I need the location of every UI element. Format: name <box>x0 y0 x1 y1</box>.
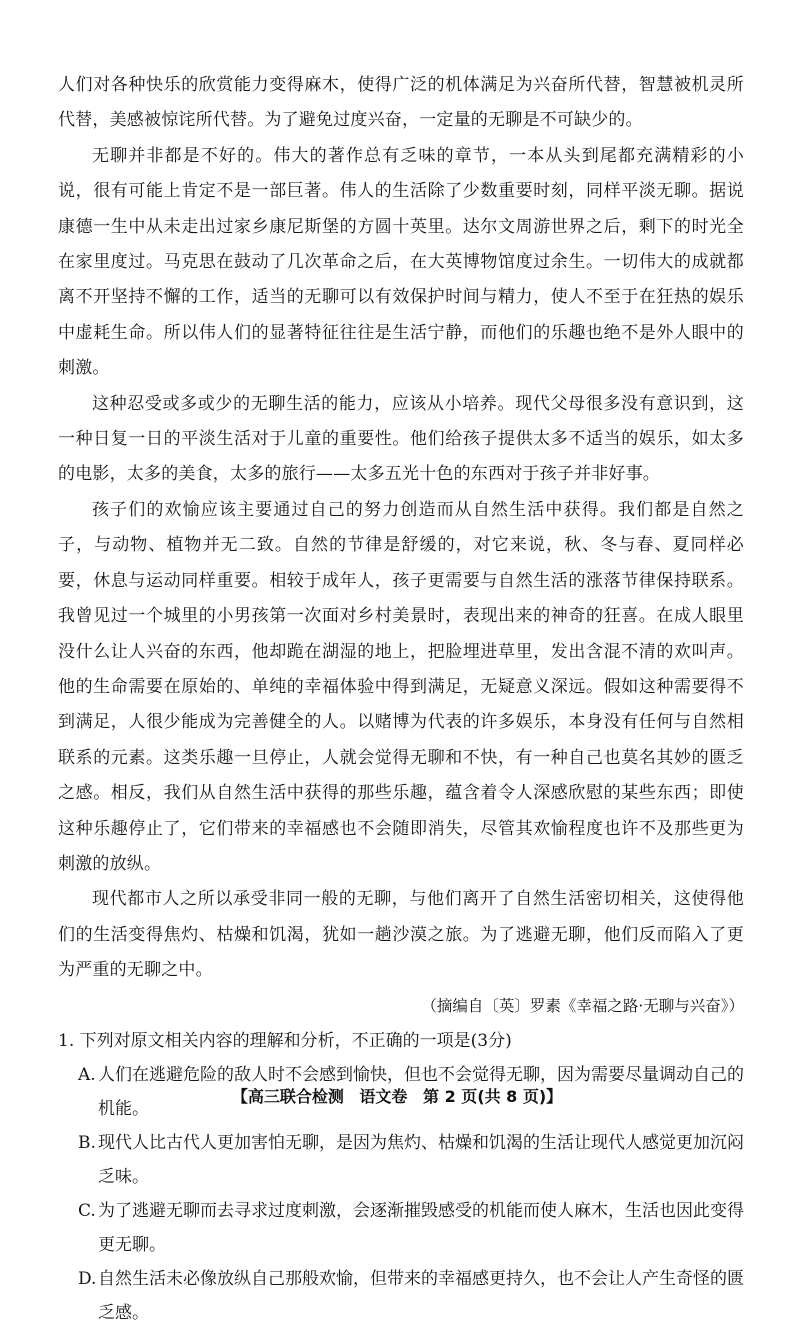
article-source: （摘编自〔英〕罗素《幸福之路·无聊与兴奋》） <box>421 996 744 1015</box>
option-letter: B. <box>78 1132 96 1153</box>
option-b <box>78 1126 744 1194</box>
option-text: 为了逃避无聊而去寻求过度刺激，会逐渐摧毁感受的机能而使人麻木，生活也因此变得更无聊。 <box>98 1200 744 1255</box>
option-text: 人们在逃避危险的敌人时不会感到愉快，但也不会觉得无聊，因为需要尽量调动自己的机能。 <box>98 1064 744 1119</box>
article-paragraph: 这种忍受或多或少的无聊生活的能力，应该从小培养。现代父母很多没有意识到，这一种日复一日的平淡生活对于儿童的重要性。他们给孩子提供太多不适当的娱乐，如太多的电影，太多的美食，太多的旅行——太多五光十色的东西对于孩子并非好事。 <box>58 393 744 485</box>
article-paragraph: 无聊并非都是不好的。伟大的著作总有乏味的章节，一本从头到尾都充满精彩的小说，很有可能上肯定不是一部巨著。伟人的生活除了少数重要时刻，同样平淡无聊。据说康德一生中从未走出过家乡康尼斯堡的方圆十英里。达尔文周游世界之后，剩下的时光全在家里度过。马克思在鼓动了几次革命之后，在大英博物馆度过余生。一切伟大的成就都离不开坚持不懈的工作，适当的无聊可以有效保护时间与精力，使人不至于在狂热的娱乐中虚耗生命。所以伟人们的显著特征往往是生活宁静，而他们的乐趣也绝不是外人眼中的刺激。 <box>58 145 744 379</box>
option-text: 现代人比古代人更加害怕无聊，是因为焦灼、枯燥和饥渴的生活让现代人感觉更加沉闷乏味。 <box>98 1132 744 1187</box>
article-paragraph: 现代都市人之所以承受非同一般的无聊，与他们离开了自然生活密切相关，这使得他们的生活变得焦灼、枯燥和饥渴，犹如一趟沙漠之旅。为了逃避无聊，他们反而陷入了更为严重的无聊之中。 <box>58 889 744 981</box>
footer-exam-name: 【高三联合检测 <box>231 1087 344 1106</box>
option-d <box>78 1262 744 1330</box>
option-letter: D. <box>78 1268 97 1289</box>
option-letter: A. <box>78 1064 96 1085</box>
article-paragraph: 孩子们的欢愉应该主要通过自己的努力创造而从自然生活中获得。我们都是自然之子，与动物、植物并无二致。自然的节律是舒缓的，对它来说，秋、冬与春、夏同样必要，休息与运动同样重要。相较于成年人，孩子更需要与自然生活的涨落节律保持联系。我曾见过一个城里的小男孩第一次面对乡村美景时，表现出来的神奇的狂喜。在成人眼里没什么让人兴奋的东西，他却跪在湖湿的地上，把脸埋进草里，发出含混不清的欢叫声。他的生命需要在原始的、单纯的幸福体验中得到满足，无疑意义深远。假如这种需要得不到满足，人很少能成为完善健全的人。以赌博为代表的许多娱乐，本身没有任何与自然相联系的元素。这类乐趣一旦停止，人就会觉得无聊和不快，有一种自己也莫名其妙的匮乏之感。相反，我们从自然生活中获得的那些乐趣，蕴含着令人深感欣慰的某些东西；即使这种乐趣停止了，它们带来的幸福感也不会随即消失，尽管其欢愉程度也许不及那些更为刺激的放纵。 <box>58 499 744 874</box>
option-letter: C. <box>78 1200 96 1221</box>
option-text: 自然生活未必像放纵自己那般欢愉，但带来的幸福感更持久，也不会让人产生奇怪的匮乏感。 <box>98 1268 744 1323</box>
article-paragraph: 人们对各种快乐的欣赏能力变得麻木，使得广泛的机体满足为兴奋所代替，智慧被机灵所代替，美感被惊诧所代替。为了避免过度兴奋，一定量的无聊是不可缺少的。 <box>58 75 744 131</box>
page-footer <box>0 1084 794 1107</box>
question-stem: 1. 下列对原文相关内容的理解和分析，不正确的一项是(3分) <box>58 1030 512 1051</box>
question-block <box>58 1024 744 1330</box>
option-c <box>78 1194 744 1262</box>
footer-subject: 语文卷 <box>359 1087 408 1106</box>
footer-page-number: 第 2 页(共 8 页)】 <box>423 1087 563 1106</box>
article <box>58 68 744 1024</box>
